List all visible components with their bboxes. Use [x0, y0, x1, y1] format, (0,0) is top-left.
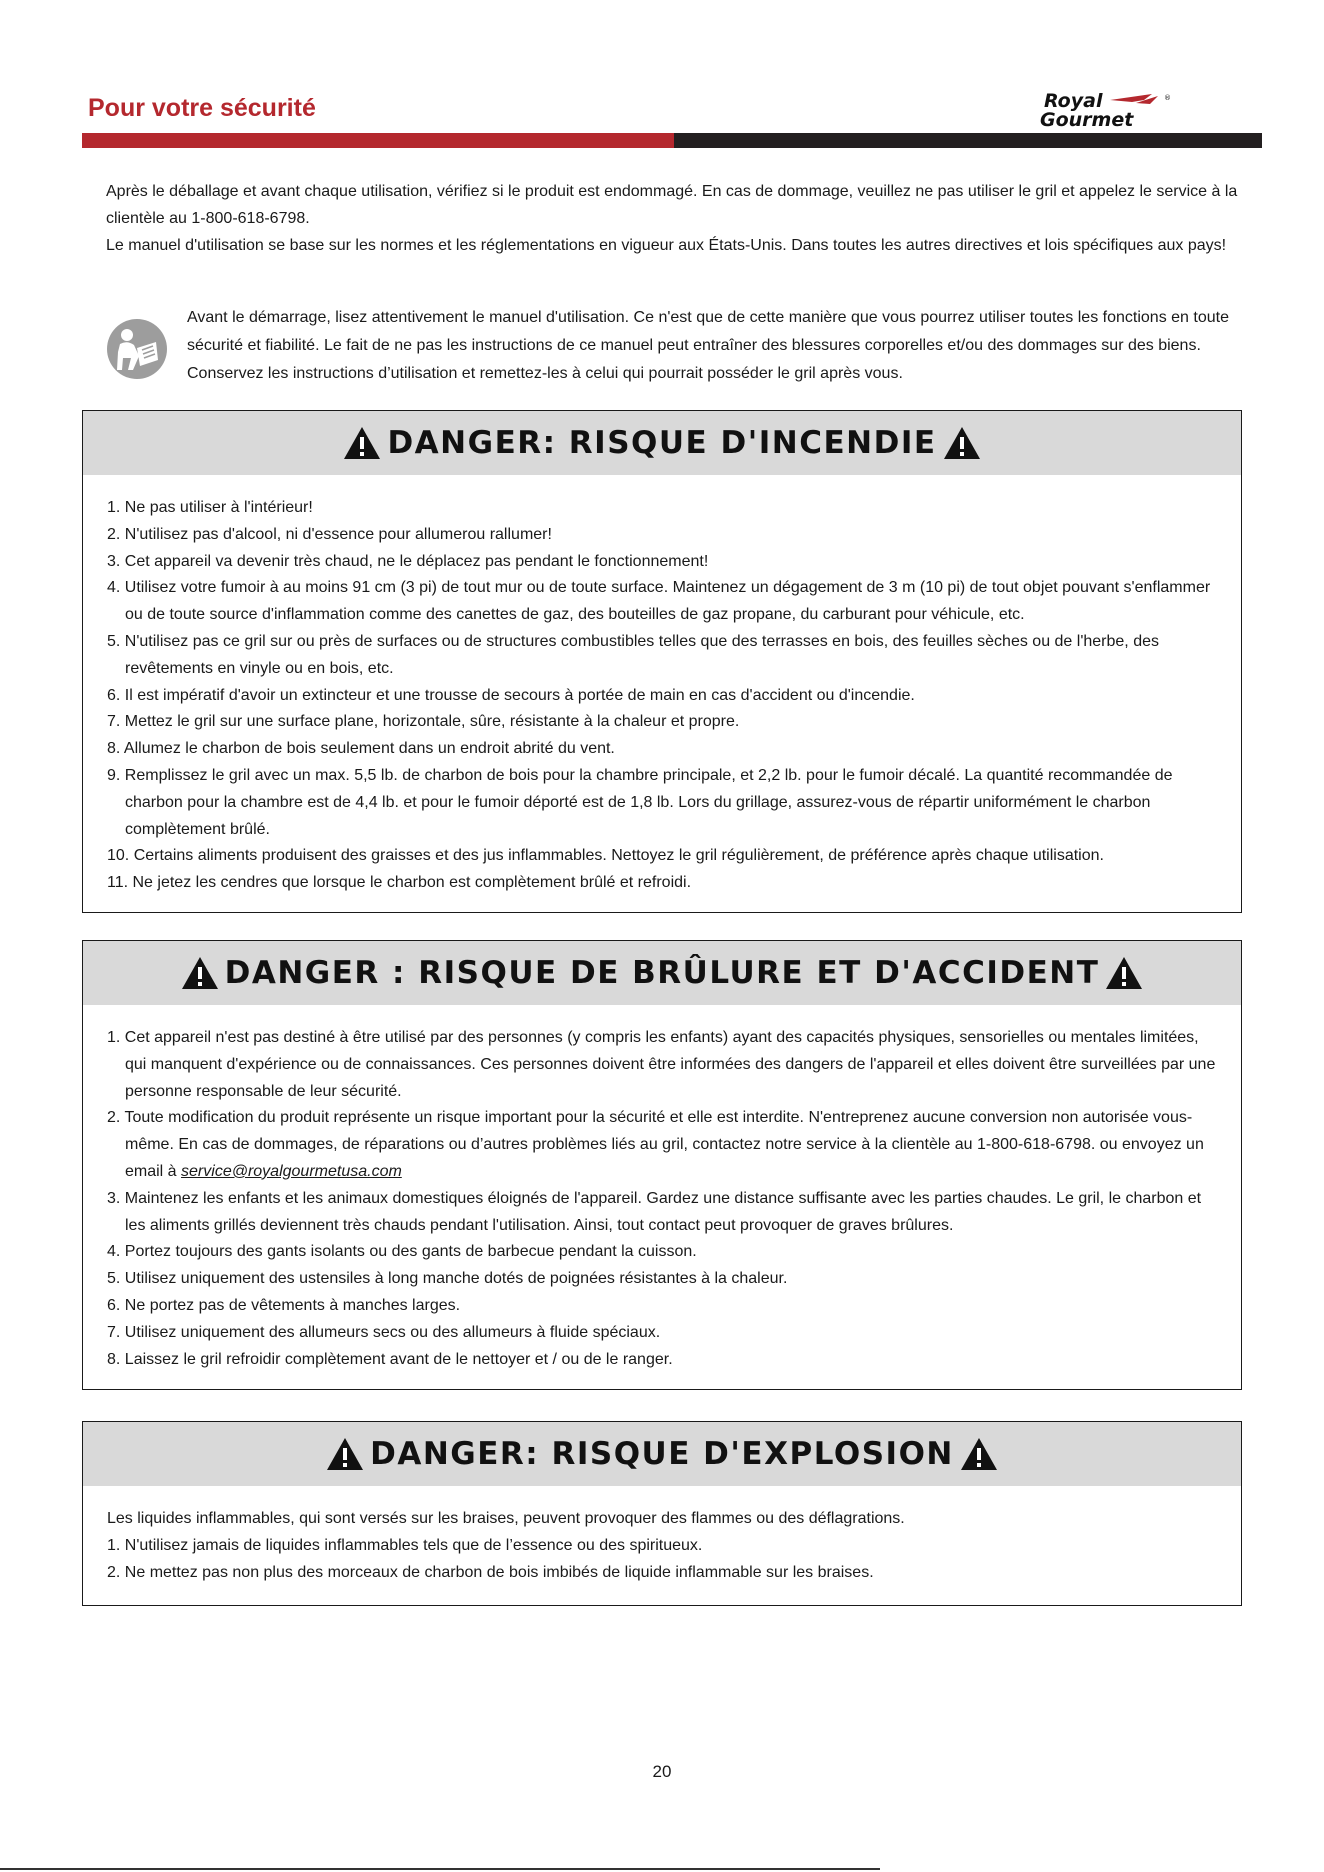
list-item: 10. Certains aliments produisent des graisses et des jus inflammables. Nettoyez le gril régulièrement, de préférence après chaque utilisation.	[107, 847, 1104, 865]
danger-explosion-box	[82, 1421, 1242, 1606]
danger-burn-box	[82, 940, 1242, 1390]
list-item: 2. Ne mettez pas non plus des morceaux de charbon de bois imbibés de liquide inflammable sur les braises.	[107, 1563, 874, 1581]
list-item: 1. Cet appareil n'est pas destiné à être utilisé par des personnes (y compris les enfants) ayant des capacités physiques, sensorielles ou mentales limitées, qui manquent d'expérience ou de connaissances. Ces personnes doivent être informées des dangers de l'appareil et elles doivent être surveillées par une personne responsable de leur sécurité.	[107, 1029, 1216, 1100]
read-manual-icon	[106, 318, 168, 380]
warning-icon	[326, 1437, 364, 1471]
intro-paragraph: Après le déballage et avant chaque utilisation, vérifiez si le produit est endommagé. En cas de dommage, veuillez ne pas utiliser le gril et appelez le service à la clientèle au 1-800-618-6798.	[106, 183, 1238, 227]
danger-explosion-heading	[83, 1422, 1241, 1486]
danger-fire-heading	[83, 411, 1241, 475]
list-item: 3. Cet appareil va devenir très chaud, ne le déplacez pas pendant le fonctionnement!	[107, 552, 709, 570]
svg-text:Royal: Royal	[1044, 90, 1103, 112]
header-divider	[82, 133, 1262, 148]
royal-gourmet-logo	[1040, 90, 1240, 130]
list-item: 3. Maintenez les enfants et les animaux domestiques éloignés de l'appareil. Gardez une distance suffisante avec les parties chaudes. Le gril, le charbon et les aliments grillés deviennent très chauds pendant l'utilisation. Ainsi, tout contact peut provoquer de graves brûlures.	[107, 1189, 1202, 1234]
list-item: 11. Ne jetez les cendres que lorsque le charbon est complètement brûlé et refroidi.	[107, 874, 692, 892]
intro-section	[106, 178, 1246, 259]
list-item: 9. Remplissez le gril avec un max. 5,5 lb. de charbon de bois pour la chambre principale, et 2,2 lb. pour le fumoir décalé. La quantité recommandée de charbon pour la chambre est de 4,4 lb. et pour le fumoir déporté est de 1,8 lb. Lors du grillage, assurez-vous de répartir uniformément le charbon complètement brûlé.	[107, 766, 1173, 838]
danger-burn-title: DANGER : RISQUE DE BRÛLURE ET D'ACCIDENT	[224, 955, 1100, 991]
manual-notice-text: Avant le démarrage, lisez attentivement le manuel d'utilisation. Ce n'est que de cette manière que vous pourrez utiliser toutes les fonctions en toute sécurité et fiabilité. Le fait de ne pas les instructions de ce manuel peut entraîner des blessures corporelles et/ou des dommages sur des biens. Conservez les instructions d’utilisation et remettez-les à celui qui pourrait posséder le gril après vous.	[187, 309, 1229, 382]
svg-text:Gourmet: Gourmet	[1040, 109, 1134, 130]
warning-icon	[960, 1437, 998, 1471]
danger-fire-title: DANGER: RISQUE D'INCENDIE	[387, 425, 937, 461]
explosion-intro: Les liquides inflammables, qui sont versés sur les braises, peuvent provoquer des flammes ou des déflagrations.	[107, 1510, 905, 1527]
list-item: 4. Portez toujours des gants isolants ou des gants de barbecue pendant la cuisson.	[107, 1243, 697, 1261]
list-item: 1. N'utilisez jamais de liquides inflammables tels que de l’essence ou des spiritueux.	[107, 1536, 703, 1554]
danger-burn-heading	[83, 941, 1241, 1005]
intro-paragraph: Le manuel d'utilisation se base sur les normes et les réglementations en vigueur aux États-Unis. Dans toutes les autres directives et lois spécifiques aux pays!	[106, 237, 1227, 254]
list-item-text: 2. Toute modification du produit représente un risque important pour la sécurité et elle est interdite. N'entreprenez aucune conversion non autorisée vous-même. En cas de dommages, de réparations ou d’autres problèmes liés au gril, contactez notre service à la clientèle au 1-800-618-6798. ou envoyez un email à	[107, 1109, 1204, 1180]
svg-text:®: ®	[1164, 94, 1171, 102]
page-number: 20	[652, 1762, 672, 1781]
list-item: 5. Utilisez uniquement des ustensiles à long manche dotés de poignées résistantes à la chaleur.	[107, 1270, 788, 1288]
footer-rule	[0, 1868, 880, 1870]
list-item: 7. Utilisez uniquement des allumeurs secs ou des allumeurs à fluide spéciaux.	[107, 1323, 661, 1341]
list-item: 6. Il est impératif d'avoir un extincteur et une trousse de secours à portée de main en cas d'accident ou d'incendie.	[107, 686, 915, 704]
list-item: 4. Utilisez votre fumoir à au moins 91 cm (3 pi) de tout mur ou de toute surface. Maintenez un dégagement de 3 m (10 pi) de tout objet pouvant s'enflammer ou de toute source d'inflammation comme des canettes de gaz, des bouteilles de gaz propane, du carburant pour véhicule, etc.	[107, 579, 1211, 624]
list-item: 6. Ne portez pas de vêtements à manches larges.	[107, 1296, 461, 1314]
list-item: 8. Allumez le charbon de bois seulement dans un endroit abrité du vent.	[107, 740, 615, 758]
warning-icon	[1105, 956, 1143, 990]
warning-icon	[343, 426, 381, 460]
warning-icon	[943, 426, 981, 460]
danger-explosion-title: DANGER: RISQUE D'EXPLOSION	[370, 1436, 954, 1472]
warning-icon	[181, 956, 219, 990]
danger-fire-box	[82, 410, 1242, 913]
list-item: 2. N'utilisez pas d'alcool, ni d'essence pour allumerou rallumer!	[107, 525, 552, 543]
list-item	[107, 1105, 1219, 1185]
page-title: Pour votre sécurité	[88, 94, 316, 122]
list-item: 1. Ne pas utiliser à l'intérieur!	[107, 499, 313, 516]
list-item: 8. Laissez le gril refroidir complètement avant de le nettoyer et / ou de le ranger.	[107, 1350, 673, 1368]
email-link[interactable]: service@royalgourmetusa.com	[181, 1162, 402, 1180]
list-item: 7. Mettez le gril sur une surface plane, horizontale, sûre, résistante à la chaleur et propre.	[107, 713, 740, 731]
list-item: 5. N'utilisez pas ce gril sur ou près de surfaces ou de structures combustibles telles que des terrasses en bois, des feuilles sèches ou de l'herbe, des revêtements en vinyle ou en bois, etc.	[107, 632, 1159, 677]
